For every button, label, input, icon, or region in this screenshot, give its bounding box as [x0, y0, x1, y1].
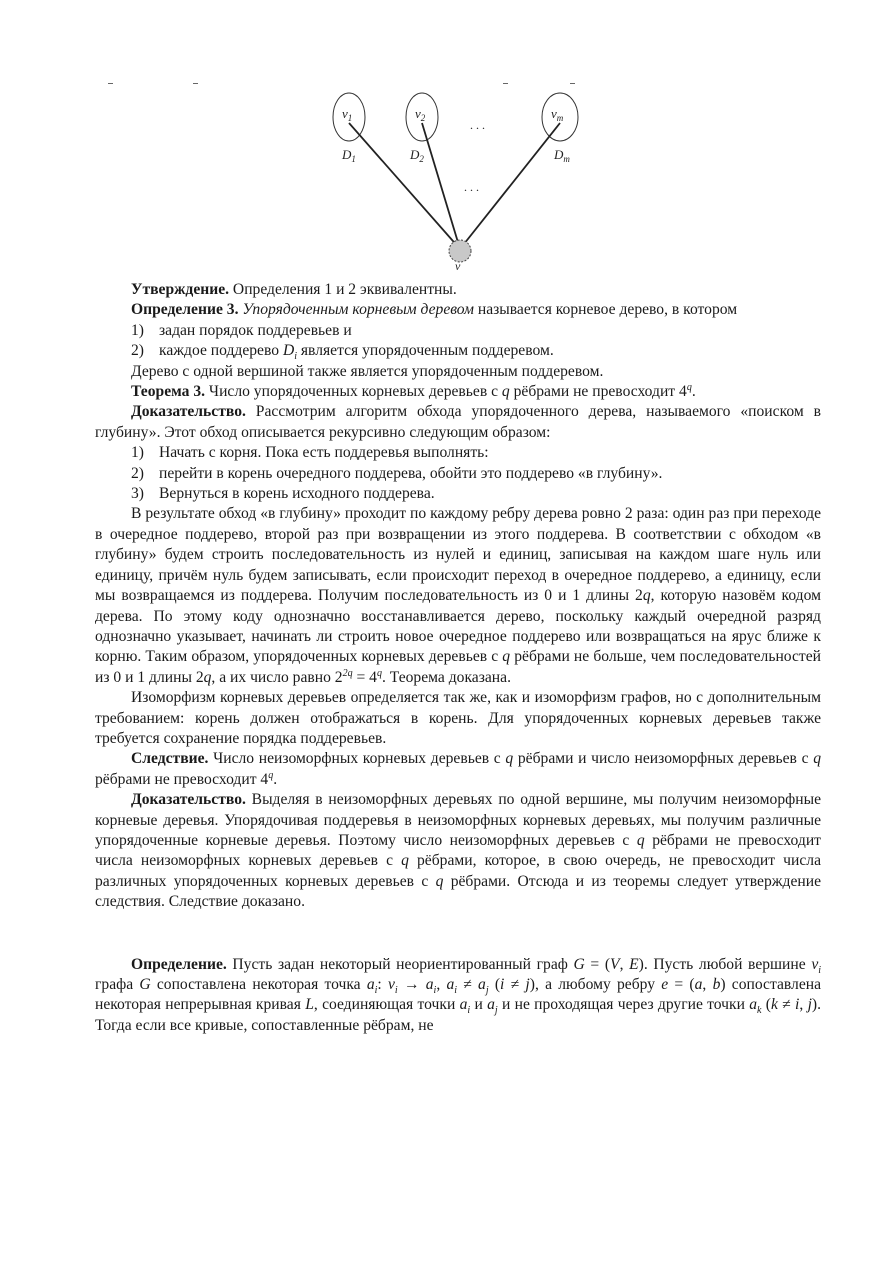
theorem-3-paragraph: Теорема 3. Число упорядоченных корневых деревьев с q рёбрами не превосходит 4$^q$.: [131, 381, 696, 401]
scan-mark: [193, 83, 198, 84]
definition-planar-paragraph: Определение. Пусть задан некоторый неориентированный граф G = (V, E). Пусть любой вершине $v_i$ графа G сопоставлена некоторая точка $a_i$: $v_i \to a_i$, $a_i \ne a_j$ (i ≠ j), а любому ребру e = (a, b) сопоставлена некоторая непрерывная кривая L, соединяющая точки $a_i$ и $a_j$ и не проходящая через другие точки $a_k$ (k ≠ i, j). Тогда если все кривые, сопоставленные рёбрам, не: [95, 955, 822, 1034]
list-item: 3) Вернуться в корень исходного поддерева.: [131, 485, 435, 503]
isomorphism-paragraph: Изоморфизм корневых деревьев определяется так же, как и изоморфизм графов, но с дополнительным требованием: корень должен отображаться в корень. Для упорядоченных корневых деревьев также требуется сохранение порядка поддеревьев.: [95, 689, 821, 747]
proof-paragraph: Доказательство. Рассмотрим алгоритм обхода упорядоченного дерева, называемого «поиском в глубину». Этот обход описывается рекурсивно следующим образом:: [95, 403, 821, 441]
corollary-proof-paragraph: Доказательство. Выделяя в неизоморфных деревьях по одной вершине, мы получим неизоморфные корневые деревья. Упорядочивая поддеревья в неизоморфных корневых деревьях, мы получим различные упорядоченные корневые деревья. Поэтому число неизоморфных деревьев с q рёбрами не превосходит числа неизоморфных корневых деревьев с q рёбрами, которое, в свою очередь, не превосходит числа различных упорядоченных корневых деревьев с q рёбрами. Отсюда и из теоремы следует утверждение следствия. Следствие доказано.: [95, 791, 821, 911]
corollary-paragraph: Следствие. Число неизоморфных корневых деревьев с q рёбрами и число неизоморфных деревьев с q рёбрами не превосходит 4$^q$.: [95, 750, 821, 788]
edge-v1: [349, 123, 460, 249]
subtree-label-d2: $D_2$: [410, 147, 424, 164]
scan-mark: [570, 83, 575, 84]
subtree-label-dm: $D_m$: [554, 147, 570, 164]
scan-mark: [108, 83, 113, 84]
rooted-tree-diagram: [320, 85, 600, 275]
scan-mark: [503, 83, 508, 84]
definition-3-paragraph: Определение 3. Упорядоченным корневым деревом называется корневое дерево, в котором: [131, 301, 738, 319]
list-item: 2) каждое поддерево $D_i$ является упорядоченным поддеревом.: [131, 342, 554, 363]
list-item: 1) Начать с корня. Пока есть поддеревья выполнять:: [131, 444, 489, 462]
dots-mid: . . .: [464, 180, 479, 194]
dots-top: . . .: [470, 118, 485, 132]
list-item: 1) задан порядок поддеревьев и: [131, 321, 352, 339]
body-text: [95, 280, 821, 1036]
node-label-vm: $v_m$: [551, 106, 564, 123]
statement-paragraph: Утверждение. Определения 1 и 2 эквивалентны.: [131, 281, 457, 298]
node-label-v2: $v_2$: [415, 106, 426, 123]
single-vertex-note: Дерево с одной вершиной также является упорядоченным поддеревом.: [131, 362, 604, 380]
list-item: 2) перейти в корень очередного поддерева, обойти это поддерево «в глубину».: [131, 464, 663, 482]
node-label-v1: $v_1$: [342, 106, 353, 123]
subtree-label-d1: $D_1$: [342, 147, 356, 164]
section-gap: [95, 913, 821, 955]
edge-v2: [422, 123, 460, 249]
root-label: v: [455, 259, 461, 273]
dfs-result-paragraph: В результате обход «в глубину» проходит по каждому ребру дерева ровно 2 раза: один раз при переходе в очередное поддерево, второй раз при возвращении из этого поддерева. В соответствии с обходом «в глубину» будем строить последовательность из нулей и единиц, записывая на каждом шаге нуль или единицу, причём нуль будем записывать, если происходит переход в очередное поддерево, а единицу, если мы возвращаемся из поддерева. Получим последовательность из 0 и 1 длины 2q, которую назовём кодом дерева. По этому коду однозначно восстанавливается дерево, поскольку каждый очередной разряд однозначно указывает, начинать ли строить новое очередное поддерево или возвращаться на ярус ближе к корню. Таким образом, упорядоченных корневых деревьев с q рёбрами не больше, чем последовательностей из 0 и 1 длины 2q, а их число равно $2^{2q} = 4^q$. Теорема доказана.: [95, 505, 821, 686]
